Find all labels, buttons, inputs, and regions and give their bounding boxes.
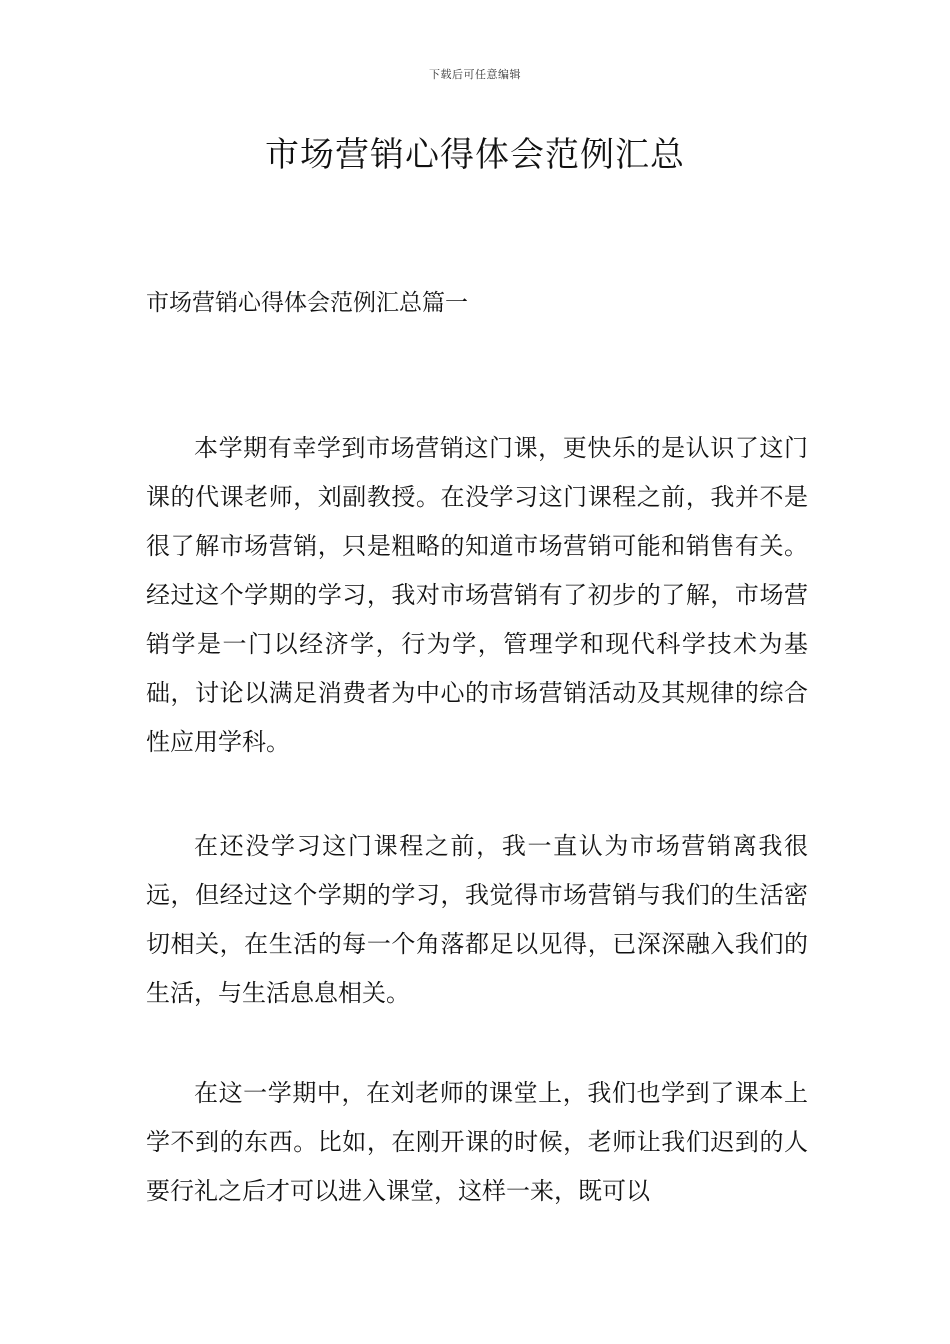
document-title: 市场营销心得体会范例汇总 xyxy=(265,135,685,175)
header-note: 下载后可任意编辑 xyxy=(429,68,521,81)
section-heading: 市场营销心得体会范例汇总篇一 xyxy=(146,290,468,316)
paragraph-2: 在还没学习这门课程之前，我一直认为市场营销离我很远，但经过这个学期的学习，我觉得市场营销与我们的生活密切相关，在生活的每一个角落都足以见得，已深深融入我们的生活，与生活息息相关。 xyxy=(146,832,808,1007)
paragraph-1: 本学期有幸学到市场营销这门课，更快乐的是认识了这门课的代课老师，刘副教授。在没学习这门课程之前，我并不是很了解市场营销，只是粗略的知道市场营销可能和销售有关。经过这个学期的学习，我对市场营销有了初步的了解，市场营销学是一门以经济学，行为学，管理学和现代科学技术为基础，讨论以满足消费者为中心的市场营销活动及其规律的综合性应用学科。 xyxy=(146,434,808,756)
paragraph-3: 在这一学期中，在刘老师的课堂上，我们也学到了课本上学不到的东西。比如，在刚开课的时候，老师让我们迟到的人要行礼之后才可以进入课堂，这样一来，既可以 xyxy=(146,1079,808,1205)
